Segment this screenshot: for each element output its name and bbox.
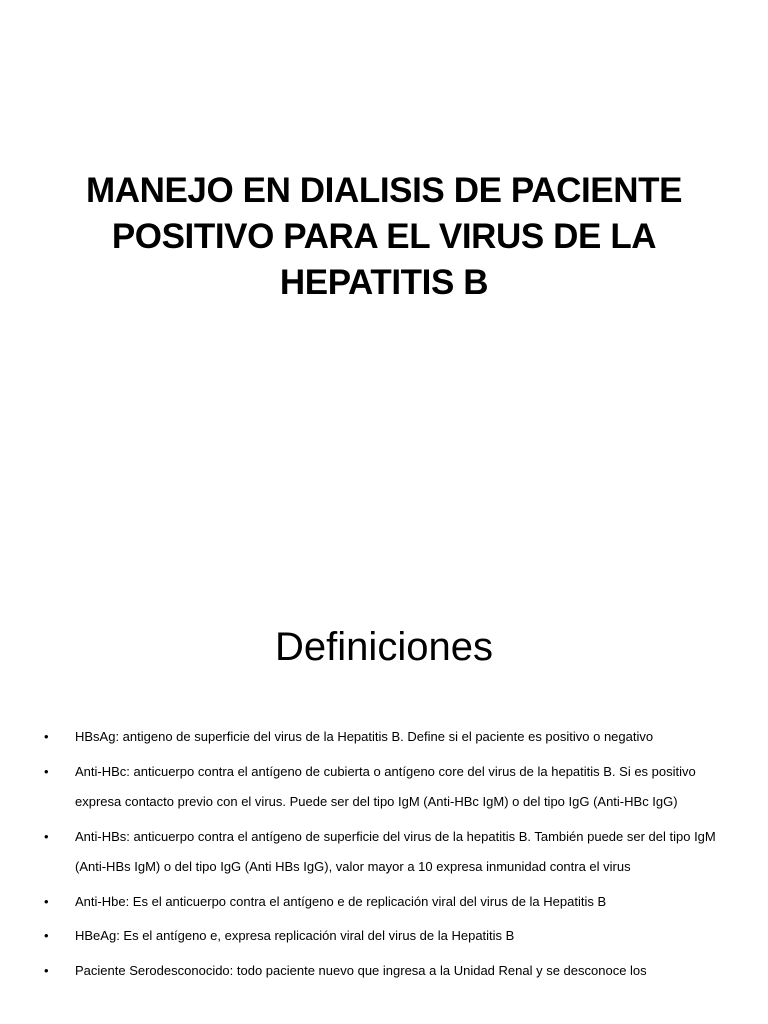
definitions-slide — [0, 576, 768, 1024]
bullet-icon: • — [44, 763, 49, 779]
slide-title-line: MANEJO EN DIALISIS DE PACIENTE — [85, 171, 683, 210]
slide-title-line: HEPATITIS B — [279, 263, 489, 302]
bullet-icon: • — [44, 729, 49, 744]
bullet-icon: • — [44, 928, 49, 943]
definitions-list — [44, 722, 724, 990]
bullet-icon: • — [44, 962, 49, 978]
bullet-icon: • — [44, 828, 49, 844]
list-item — [44, 757, 724, 818]
definition-text: HBsAg: antigeno de superficie del virus de la Hepatitis B. Define si el paciente es positivo o negativo — [75, 729, 654, 744]
definition-text: HBeAg: Es el antígeno e, expresa replicación viral del virus de la Hepatitis B — [75, 928, 515, 943]
slide-title — [40, 168, 728, 306]
list-item — [44, 956, 724, 987]
definition-text: Anti-HBs: anticuerpo contra el antígeno de superficie del virus de la hepatitis B. También puede ser del tipo IgM (Anti-HBs IgM) o del tipo IgG (Anti HBs IgG), valor mayor a 10 expresa inmunidad contra el virus — [75, 828, 716, 874]
list-item — [44, 722, 724, 753]
definition-text: Paciente Serodesconocido: todo paciente nuevo que ingresa a la Unidad Renal y se desconoce los — [75, 962, 647, 978]
definition-text: Anti-Hbe: Es el anticuerpo contra el antígeno e de replicación viral del virus de la Hepatitis B — [75, 893, 607, 909]
section-heading: Definiciones — [275, 625, 493, 669]
bullet-icon: • — [44, 893, 49, 909]
definition-text: Anti-HBc: anticuerpo contra el antígeno de cubierta o antígeno core del virus de la hepatitis B. Si es positivo expresa contacto previo con el virus. Puede ser del tipo IgM (Anti-HBc IgM) o del tipo IgG (Anti-HBc IgG) — [75, 763, 696, 809]
list-item — [44, 921, 724, 952]
list-item — [44, 887, 724, 918]
list-item — [44, 822, 724, 883]
slide-title-line: POSITIVO PARA EL VIRUS DE LA — [111, 217, 657, 256]
